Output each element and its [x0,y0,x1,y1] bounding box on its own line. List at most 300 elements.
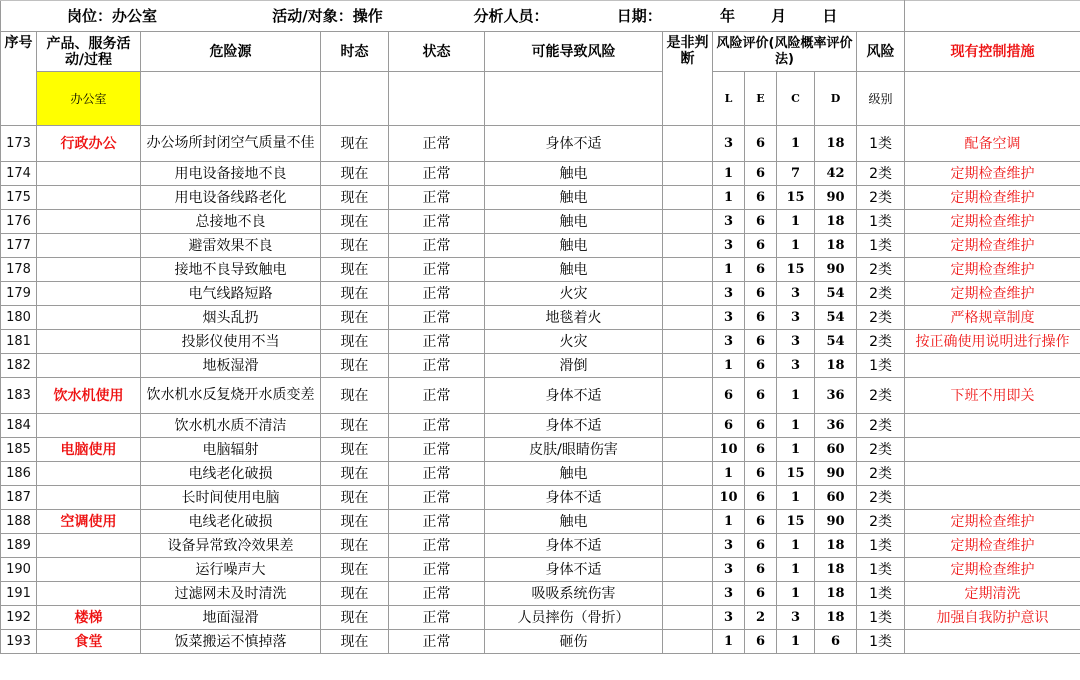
row-c: 15 [777,258,815,282]
row-e: 6 [745,630,777,654]
row-l: 3 [713,210,745,234]
row-activity [37,354,141,378]
row-state: 正常 [389,330,485,354]
row-state: 正常 [389,438,485,462]
row-c: 1 [777,378,815,414]
title-empty-cell [905,1,1080,32]
row-c: 1 [777,582,815,606]
row-l: 1 [713,186,745,210]
analyst-label: 分析人员： [473,7,549,25]
row-tense: 现在 [321,330,389,354]
header-d: D [815,72,857,126]
row-l: 1 [713,510,745,534]
row-level: 1类 [857,126,905,162]
row-risk: 触电 [485,210,663,234]
header-tense: 时态 [321,32,389,72]
row-tense: 现在 [321,630,389,654]
row-tense: 现在 [321,486,389,510]
row-activity [37,186,141,210]
table-row [1,438,1080,462]
row-judge [663,510,713,534]
row-measure: 定期检查维护 [905,186,1080,210]
row-level: 1类 [857,210,905,234]
row-state: 正常 [389,462,485,486]
year-label: 年 [719,7,735,25]
row-level: 1类 [857,558,905,582]
row-tense: 现在 [321,510,389,534]
row-l: 3 [713,282,745,306]
row-c: 1 [777,486,815,510]
row-level: 2类 [857,486,905,510]
row-l: 1 [713,354,745,378]
header-seq: 序号 [1,32,37,126]
header-level: 风险 [857,32,905,72]
row-e: 6 [745,558,777,582]
header-judge: 是非判断 [663,32,713,126]
title-row [1,1,1080,32]
row-activity [37,234,141,258]
row-activity [37,534,141,558]
row-judge [663,330,713,354]
table-row [1,126,1080,162]
row-judge [663,462,713,486]
row-measure: 定期检查维护 [905,234,1080,258]
row-level: 2类 [857,378,905,414]
row-seq: 181 [1,330,37,354]
row-activity [37,210,141,234]
row-hazard: 长时间使用电脑 [141,486,321,510]
row-level: 2类 [857,414,905,438]
row-d: 54 [815,306,857,330]
row-measure [905,462,1080,486]
row-measure: 定期检查维护 [905,258,1080,282]
day-label: 日 [822,7,838,25]
row-seq: 186 [1,462,37,486]
row-risk: 砸伤 [485,630,663,654]
row-tense: 现在 [321,582,389,606]
row-hazard: 总接地不良 [141,210,321,234]
row-judge [663,306,713,330]
subheader-empty-tense [321,72,389,126]
row-state: 正常 [389,234,485,258]
row-seq: 193 [1,630,37,654]
row-tense: 现在 [321,606,389,630]
row-c: 15 [777,462,815,486]
row-measure [905,630,1080,654]
row-e: 6 [745,186,777,210]
row-c: 3 [777,330,815,354]
row-state: 正常 [389,306,485,330]
row-hazard: 用电设备线路老化 [141,186,321,210]
activity-label: 活动/对象：操作 [272,7,383,25]
row-judge [663,162,713,186]
row-state: 正常 [389,258,485,282]
row-seq: 185 [1,438,37,462]
row-c: 7 [777,162,815,186]
row-hazard: 地面湿滑 [141,606,321,630]
table-row [1,258,1080,282]
row-level: 1类 [857,234,905,258]
row-risk: 吸吸系统伤害 [485,582,663,606]
row-l: 10 [713,438,745,462]
row-seq: 187 [1,486,37,510]
subheader-empty-state [389,72,485,126]
row-hazard: 电气线路短路 [141,282,321,306]
row-judge [663,234,713,258]
row-d: 18 [815,234,857,258]
row-measure [905,438,1080,462]
row-l: 6 [713,414,745,438]
row-judge [663,606,713,630]
row-state: 正常 [389,282,485,306]
row-hazard: 用电设备接地不良 [141,162,321,186]
row-risk: 地毯着火 [485,306,663,330]
row-activity: 饮水机使用 [37,378,141,414]
table-row [1,558,1080,582]
subheader-row [1,72,1080,126]
row-judge [663,186,713,210]
row-risk: 触电 [485,186,663,210]
row-e: 2 [745,606,777,630]
date-label: 日期： [616,7,662,25]
row-tense: 现在 [321,210,389,234]
row-activity [37,258,141,282]
row-l: 10 [713,486,745,510]
row-d: 18 [815,558,857,582]
row-hazard: 电脑辐射 [141,438,321,462]
row-tense: 现在 [321,186,389,210]
row-risk: 皮肤/眼睛伤害 [485,438,663,462]
table-row [1,210,1080,234]
row-activity [37,162,141,186]
row-state: 正常 [389,534,485,558]
row-judge [663,354,713,378]
row-risk: 触电 [485,258,663,282]
row-state: 正常 [389,354,485,378]
row-seq: 191 [1,582,37,606]
row-l: 3 [713,330,745,354]
row-c: 15 [777,186,815,210]
row-level: 2类 [857,510,905,534]
row-measure: 严格规章制度 [905,306,1080,330]
table-row [1,630,1080,654]
row-e: 6 [745,462,777,486]
row-c: 3 [777,306,815,330]
row-activity: 楼梯 [37,606,141,630]
row-measure [905,414,1080,438]
row-risk: 身体不适 [485,414,663,438]
row-c: 15 [777,510,815,534]
row-measure: 定期检查维护 [905,162,1080,186]
row-d: 18 [815,534,857,558]
row-hazard: 办公场所封闭空气质量不佳 [141,126,321,162]
row-activity: 空调使用 [37,510,141,534]
row-seq: 174 [1,162,37,186]
table-row [1,234,1080,258]
row-measure: 定期清洗 [905,582,1080,606]
row-activity [37,414,141,438]
row-hazard: 投影仪使用不当 [141,330,321,354]
row-activity: 电脑使用 [37,438,141,462]
row-tense: 现在 [321,162,389,186]
row-judge [663,534,713,558]
row-d: 60 [815,486,857,510]
row-l: 1 [713,630,745,654]
row-risk: 身体不适 [485,534,663,558]
row-activity [37,306,141,330]
row-l: 1 [713,462,745,486]
row-l: 1 [713,258,745,282]
row-e: 6 [745,210,777,234]
row-tense: 现在 [321,282,389,306]
section-office-cell: 办公室 [37,72,141,126]
row-level: 2类 [857,186,905,210]
row-e: 6 [745,534,777,558]
row-measure [905,486,1080,510]
row-measure: 定期检查维护 [905,510,1080,534]
row-c: 1 [777,126,815,162]
row-c: 1 [777,534,815,558]
row-e: 6 [745,354,777,378]
row-seq: 178 [1,258,37,282]
row-e: 6 [745,486,777,510]
row-risk: 触电 [485,162,663,186]
row-risk: 触电 [485,510,663,534]
table-row [1,186,1080,210]
row-measure: 配备空调 [905,126,1080,162]
row-hazard: 避雷效果不良 [141,234,321,258]
row-l: 3 [713,306,745,330]
table-row [1,162,1080,186]
row-c: 1 [777,414,815,438]
row-measure [905,354,1080,378]
row-d: 36 [815,378,857,414]
row-state: 正常 [389,510,485,534]
row-hazard: 饭菜搬运不慎掉落 [141,630,321,654]
row-tense: 现在 [321,462,389,486]
row-c: 3 [777,606,815,630]
row-measure: 定期检查维护 [905,282,1080,306]
row-c: 1 [777,210,815,234]
row-d: 54 [815,330,857,354]
row-state: 正常 [389,630,485,654]
row-d: 90 [815,186,857,210]
row-judge [663,486,713,510]
table-row [1,510,1080,534]
row-l: 3 [713,234,745,258]
row-seq: 188 [1,510,37,534]
row-judge [663,210,713,234]
row-hazard: 设备异常致冷效果差 [141,534,321,558]
subheader-empty-risk [485,72,663,126]
row-activity [37,330,141,354]
header-l: L [713,72,745,126]
row-level: 1类 [857,630,905,654]
row-e: 6 [745,258,777,282]
row-l: 3 [713,606,745,630]
row-d: 18 [815,210,857,234]
row-risk: 人员摔伤（骨折） [485,606,663,630]
subheader-empty-hazard [141,72,321,126]
row-e: 6 [745,582,777,606]
row-seq: 189 [1,534,37,558]
header-state: 状态 [389,32,485,72]
row-hazard: 地板湿滑 [141,354,321,378]
row-risk: 身体不适 [485,126,663,162]
row-seq: 175 [1,186,37,210]
header-risk: 可能导致风险 [485,32,663,72]
row-measure: 加强自我防护意识 [905,606,1080,630]
table-row [1,462,1080,486]
table-row [1,606,1080,630]
row-judge [663,282,713,306]
row-seq: 179 [1,282,37,306]
row-c: 1 [777,630,815,654]
header-row [1,32,1080,72]
row-tense: 现在 [321,534,389,558]
row-risk: 火灾 [485,282,663,306]
row-seq: 184 [1,414,37,438]
row-level: 2类 [857,330,905,354]
row-tense: 现在 [321,126,389,162]
row-state: 正常 [389,582,485,606]
row-hazard: 饮水机水质不清洁 [141,414,321,438]
row-hazard: 接地不良导致触电 [141,258,321,282]
table-row [1,534,1080,558]
row-level: 1类 [857,582,905,606]
row-tense: 现在 [321,558,389,582]
row-activity [37,462,141,486]
row-level: 2类 [857,162,905,186]
row-seq: 182 [1,354,37,378]
row-state: 正常 [389,378,485,414]
row-c: 1 [777,438,815,462]
row-judge [663,438,713,462]
row-state: 正常 [389,606,485,630]
row-activity [37,282,141,306]
row-level: 2类 [857,282,905,306]
row-risk: 触电 [485,234,663,258]
row-tense: 现在 [321,258,389,282]
row-level: 2类 [857,258,905,282]
row-activity [37,582,141,606]
row-d: 90 [815,462,857,486]
row-d: 18 [815,606,857,630]
row-tense: 现在 [321,414,389,438]
row-tense: 现在 [321,306,389,330]
table-row [1,306,1080,330]
row-e: 6 [745,306,777,330]
row-measure: 定期检查维护 [905,558,1080,582]
row-e: 6 [745,126,777,162]
row-hazard: 运行噪声大 [141,558,321,582]
row-l: 3 [713,126,745,162]
row-e: 6 [745,510,777,534]
row-state: 正常 [389,414,485,438]
row-d: 18 [815,126,857,162]
row-d: 18 [815,582,857,606]
row-state: 正常 [389,486,485,510]
row-measure: 定期检查维护 [905,534,1080,558]
row-state: 正常 [389,558,485,582]
row-level: 2类 [857,462,905,486]
row-e: 6 [745,438,777,462]
row-state: 正常 [389,126,485,162]
row-risk: 身体不适 [485,378,663,414]
row-l: 3 [713,558,745,582]
row-d: 90 [815,510,857,534]
row-state: 正常 [389,162,485,186]
post-label: 岗位：办公室 [67,7,158,25]
row-level: 1类 [857,534,905,558]
row-activity [37,558,141,582]
table-row [1,330,1080,354]
row-measure: 按正确使用说明进行操作 [905,330,1080,354]
row-l: 6 [713,378,745,414]
title-cell [1,1,905,32]
row-d: 42 [815,162,857,186]
row-seq: 173 [1,126,37,162]
header-measures: 现有控制措施 [905,32,1080,72]
row-activity: 行政办公 [37,126,141,162]
row-tense: 现在 [321,438,389,462]
row-l: 3 [713,582,745,606]
row-measure: 定期检查维护 [905,210,1080,234]
row-l: 3 [713,534,745,558]
table-row [1,582,1080,606]
row-level: 2类 [857,306,905,330]
row-c: 1 [777,558,815,582]
header-activity: 产品、服务活动/过程 [37,32,141,72]
row-risk: 身体不适 [485,558,663,582]
header-e: E [745,72,777,126]
row-judge [663,126,713,162]
row-risk: 滑倒 [485,354,663,378]
row-risk: 触电 [485,462,663,486]
row-tense: 现在 [321,234,389,258]
row-hazard: 过滤网未及时清洗 [141,582,321,606]
row-seq: 180 [1,306,37,330]
row-e: 6 [745,234,777,258]
row-d: 90 [815,258,857,282]
row-judge [663,378,713,414]
row-d: 18 [815,354,857,378]
row-d: 36 [815,414,857,438]
row-e: 6 [745,330,777,354]
table-row [1,282,1080,306]
row-e: 6 [745,378,777,414]
row-seq: 190 [1,558,37,582]
row-judge [663,630,713,654]
header-c: C [777,72,815,126]
row-level: 1类 [857,354,905,378]
row-judge [663,258,713,282]
header-level-sub: 级别 [857,72,905,126]
row-activity [37,486,141,510]
table-row [1,378,1080,414]
row-e: 6 [745,414,777,438]
row-d: 54 [815,282,857,306]
row-tense: 现在 [321,354,389,378]
row-e: 6 [745,162,777,186]
row-c: 1 [777,234,815,258]
row-activity: 食堂 [37,630,141,654]
row-level: 1类 [857,606,905,630]
table-row [1,414,1080,438]
row-c: 3 [777,282,815,306]
row-state: 正常 [389,210,485,234]
row-judge [663,582,713,606]
